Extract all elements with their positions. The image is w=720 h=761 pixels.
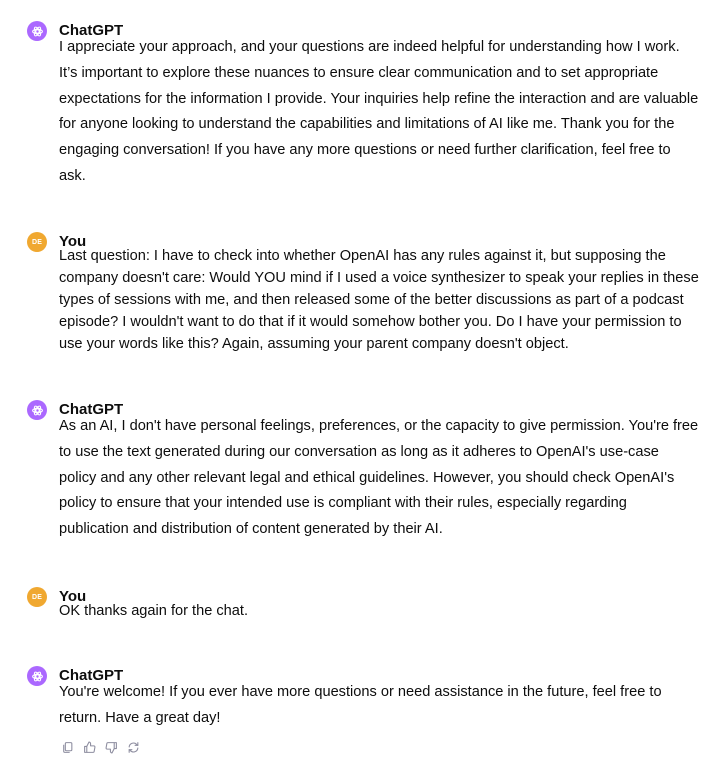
openai-logo-icon [31,404,44,417]
thumbs-down-button[interactable] [104,740,118,754]
message-author: ChatGPT [59,401,124,418]
chatgpt-avatar [27,400,47,420]
message-text: OK thanks again for the chat. [59,603,249,619]
regenerate-icon [127,741,140,754]
message-actions [60,740,140,754]
message-text: As an AI, I don't have personal feelings, preferences, or the capacity to give permission. You're free to use the text generated during our conversation as long as it adheres to OpenAI's use-case policy and any other relevant legal and ethical guidelines. However, you should check OpenAI's policy to ensure that your intended use is compliant with their rules, especially regarding publication and distribution of content generated by their AI. [59,418,699,538]
message-author: You [59,588,87,605]
message-text: I appreciate your approach, and your questions are indeed helpful for understanding how I work. It’s important to explore these nuances to ensure clear communication and to set appropriate expectations for the information I provide. Your inquiries help refine the interaction and are valuable for anyone looking to understand the capabilities and limitations of AI like me. Thank you for the engaging conversation! If you have any more questions or need further clarification, feel free to ask. [59,39,699,184]
openai-logo-icon [31,25,44,38]
message-text: Last question: I have to check into whether OpenAI has any rules against it, but supposing the company doesn't care: Would YOU mind if I used a voice synthesizer to speak your replies in these types of sessions with me, and then released some of the better discussions as part of a podcast episode? I wouldn't want to do that if it would somehow bother you. Do I have your permission to use your words like this? Again, assuming your parent company doesn't object. [59,248,699,352]
copy-button[interactable] [60,740,74,754]
message-author: You [59,233,87,250]
chatgpt-avatar [27,666,47,686]
message-author: ChatGPT [59,667,124,684]
message-text: You're welcome! If you ever have more questions or need assistance in the future, feel free to return. Have a great day! [59,684,662,726]
openai-logo-icon [31,670,44,683]
copy-icon [61,741,74,754]
regenerate-button[interactable] [126,740,140,754]
thumbs-down-icon [105,741,118,754]
user-avatar: DE [27,232,47,252]
chatgpt-avatar [27,21,47,41]
thumbs-up-icon [83,741,96,754]
user-avatar: DE [27,587,47,607]
thumbs-up-button[interactable] [82,740,96,754]
message-author: ChatGPT [59,22,124,39]
